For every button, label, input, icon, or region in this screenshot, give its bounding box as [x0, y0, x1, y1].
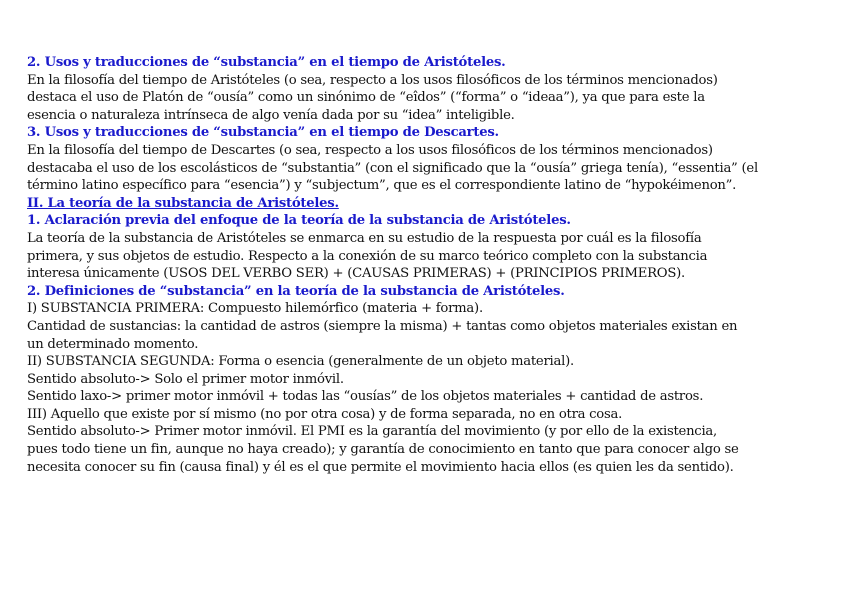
paragraph-line: III) Aquello que existe por sí mismo (no por otra cosa) y de forma separada, no en otra cosa.: [27, 406, 623, 422]
chapter-link[interactable]: II. La teoría de la substancia de Aristóteles.: [27, 195, 339, 211]
section-usos-aristoteles: [27, 54, 827, 124]
paragraph-line: término latino específico para “esencia”) y “subjectum”, que es el correspondiente latino de “hypokéimenon”.: [27, 178, 737, 194]
paragraph-line: destacaba el uso de los escolásticos de “substantia” (con el significado que la “ousía” griega tenía), “essentia” (el: [27, 160, 758, 176]
section-heading: 3. Usos y traducciones de “substancia” en el tiempo de Descartes.: [27, 125, 499, 141]
paragraph-line: Sentido absoluto-> Solo el primer motor inmóvil.: [27, 371, 344, 387]
section-definiciones: [27, 283, 827, 477]
paragraph-line: La teoría de la substancia de Aristóteles se enmarca en su estudio de la respuesta por cuál es la filosofía: [27, 230, 702, 246]
paragraph-line: interesa únicamente (USOS DEL VERBO SER) + (CAUSAS PRIMERAS) + (PRINCIPIOS PRIMEROS).: [27, 266, 685, 282]
paragraph-line: Sentido laxo-> primer motor inmóvil + todas las “ousías” de los objetos materiales + cantidad de astros.: [27, 389, 704, 405]
section-heading: 2. Usos y traducciones de “substancia” en el tiempo de Aristóteles.: [27, 55, 506, 70]
section-teoria-link: [27, 195, 827, 213]
paragraph-line: un determinado momento.: [27, 336, 199, 352]
paragraph-line: En la filosofía del tiempo de Descartes (o sea, respecto a los usos filosóficos de los términos mencionados): [27, 142, 713, 158]
section-heading: 2. Definiciones de “substancia” en la teoría de la substancia de Aristóteles.: [27, 283, 565, 299]
paragraph-line: II) SUBSTANCIA SEGUNDA: Forma o esencia (generalmente de un objeto material).: [27, 354, 574, 370]
paragraph-line: primera, y sus objetos de estudio. Respecto a la conexión de su marco teórico completo con la substancia: [27, 248, 708, 264]
paragraph-line: En la filosofía del tiempo de Aristóteles (o sea, respecto a los usos filosóficos de los términos mencionados): [27, 72, 718, 88]
paragraph-line: Cantidad de sustancias: la cantidad de astros (siempre la misma) + tantas como objetos materiales existan en: [27, 318, 738, 334]
paragraph-line: esencia o naturaleza intrínseca de algo venía dada por su “idea” inteligible.: [27, 107, 515, 123]
paragraph-line: pues todo tiene un fin, aunque no haya creado); y garantía de conocimiento en tanto que para conocer algo se: [27, 442, 739, 458]
section-aclaracion: [27, 212, 827, 282]
section-heading: 1. Aclaración previa del enfoque de la teoría de la substancia de Aristóteles.: [27, 213, 571, 229]
paragraph-line: I) SUBSTANCIA PRIMERA: Compuesto hilemórfico (materia + forma).: [27, 301, 483, 317]
paragraph-line: destaca el uso de Platón de “ousía” como un sinónimo de “eîdos” (“forma” o “ideaa”), ya que para este la: [27, 90, 705, 106]
paragraph-line: necesita conocer su fin (causa final) y él es el que permite el movimiento hacia ellos (es quien les da sentido).: [27, 459, 734, 475]
document-body: [27, 54, 827, 476]
paragraph-line: Sentido absoluto-> Primer motor inmóvil. El PMI es la garantía del movimiento (y por ello de la existencia,: [27, 424, 717, 440]
section-usos-descartes: [27, 124, 827, 194]
